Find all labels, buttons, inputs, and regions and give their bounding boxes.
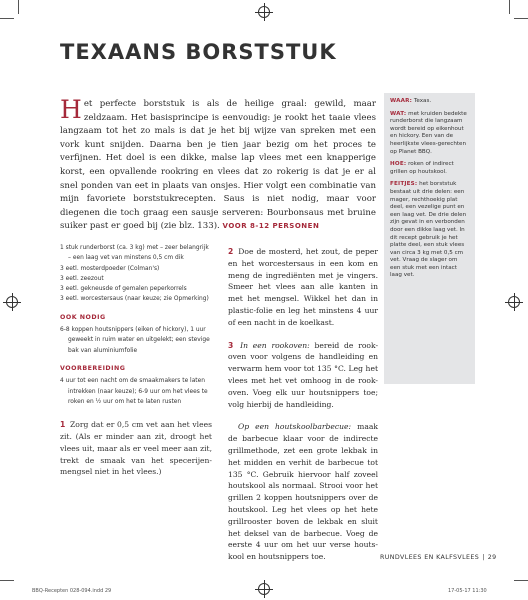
step-number: 1 <box>60 420 66 430</box>
feitjes-text: het borststuk bestaat uit drie delen: een mager, rechthoekig plat deel, een vezelige punt en een laag vet. De drie delen zijn gevat in en verbonden door een dikke laag vet. In dit recept gebruik je het platte deel, een stuk vlees van circa 3 kg met 0,5 cm vet. Vraag de slager om een stuk met een intact laag vet. <box>390 181 467 279</box>
step-text: bereid de rook-oven voor volgens de handleiding en verwarm hem voor tot 135 °C. Leg het vlees met het vet omhoog in de rook-oven. Voeg elk uur houtsnippers toe; volg hierbij de handleiding. <box>228 340 379 409</box>
crop-mark <box>18 0 19 14</box>
step-3-alt <box>228 421 378 563</box>
page-number: 29 <box>487 554 497 561</box>
drop-cap: H <box>60 95 82 124</box>
registration-mark-right <box>508 296 520 308</box>
ingredient-item: 3 eetl. zeezout <box>60 275 104 282</box>
ingredient-item: 1 stuk runderborst (ca. 3 kg) met – zeer belangrijk – een laag vet van minstens 0,5 cm dik <box>60 245 209 262</box>
waar-text: Texas. <box>413 98 432 104</box>
crop-mark <box>0 18 14 19</box>
step-text: maak de barbecue klaar voor de indirecte grillmethode, zet een grote lekbak in het midden en verhit de barbecue tot 135 °C. Gebruik hiervoor half zoveel houtskool als normaal. Strooi voor het grillen 2 koppen houtsnippers over de houtskool. Leg het vlees op het hete grillrooster boven de lekbak en sluit het deksel van de barbecue. Voeg de eerste 4 uur om het uur verse houts-kool en houtsnippers toe. <box>228 422 378 562</box>
ingredient-item: 3 eetl. gekneusde of gemalen peperkorrels <box>60 286 187 293</box>
footer-separator: | <box>482 554 485 561</box>
crop-mark <box>514 580 528 581</box>
sidebar-hoe <box>390 161 469 176</box>
wat-label: WAT: <box>390 110 407 117</box>
crop-mark <box>509 0 510 14</box>
step-number: 2 <box>228 247 234 256</box>
right-column <box>228 246 378 574</box>
recipe-title: TEXAANS BORSTSTUK <box>60 40 337 64</box>
sidebar-wat <box>390 111 469 157</box>
ook-nodig-heading: OOK NODIG <box>60 313 106 321</box>
step-3 <box>228 340 378 411</box>
registration-mark-top <box>258 6 270 18</box>
registration-mark-bottom <box>258 583 270 595</box>
page-footer <box>380 554 497 561</box>
wat-text: met kruiden bedekte runderborst die langzaam wordt bereid op eikenhout en hickory. Een van de heerlijkste vlees-gerechten op Planet BBQ. <box>390 110 467 155</box>
voorbereiding-heading: VOORBEREIDING <box>60 364 126 372</box>
left-column <box>60 243 212 478</box>
sidebar-feitjes <box>390 181 469 280</box>
voorbereiding-text: 4 uur tot een nacht om de smaakmakers te laten intrekken (naar keuze); 6-9 uur om het vlees te roken en ½ uur om het te laten rusten <box>60 378 208 405</box>
sidebar-waar <box>390 98 469 106</box>
servings-label: VOOR 8-12 PERSONEN <box>222 222 320 231</box>
intro-paragraph <box>60 95 376 234</box>
feitjes-label: FEITJES: <box>390 181 418 188</box>
ingredient-item: 3 eetl. mosterdpoeder (Colman's) <box>60 265 160 272</box>
print-slug-file: BBQ-Recepten 028-094.indd 29 <box>32 588 112 594</box>
ook-nodig-text: 6-8 koppen houtsnippers (eiken of hickory), 1 uur geweekt in ruim water en uitgelekt; een stevige bak van aluminiumfolie <box>60 327 210 354</box>
step-2 <box>228 246 378 329</box>
ingredient-item: 3 eetl. worcestersaus (naar keuze; zie Opmerking) <box>60 296 209 303</box>
step-lead: In een rookoven: <box>240 340 310 350</box>
step-number: 3 <box>228 340 234 350</box>
intro-text: et perfecte borststuk is als de heilige graal: gewild, maar zeldzaam. Het basisprincipe is eenvoudig: je rookt het taaie vlees langzaam tot het zo mals is dat je het bij wijze van spreken met een vork kunt snijden. Daarna ben je tien jaar bezig om het proces te verfijnen. Het doel is een dikke, malse lap vlees met een knapperige korst, een opvallende rookring en vlees dat zo rokerig is dat je er al snel ponden van eet in plaats van onsjes. Hier volgt een combinatie van mijn favoriete borststukrecepten. Saus is niet nodig, maar voor diegenen die toch graag een sausje serveren: Bourbonsaus met bruine suiker past er goed bij (zie blz. 133). <box>60 99 376 232</box>
step-text: Zorg dat er 0,5 cm vet aan het vlees zit. (Als er minder aan zit, droogt het vlees uit, maar als er veel meer aan zit, trekt de smaak van het specerijen-mengsel niet in het vlees.) <box>60 420 212 477</box>
crop-mark <box>514 18 528 19</box>
step-text: Doe de mosterd, het zout, de peper en het worcestersaus in een kom en meng de ingrediënten met je vingers. Smeer het vlees aan alle kanten in met het mengsel. Wikkel het dan in plastic-folie en leg het minstens 4 uur of een nacht in de koelkast. <box>228 247 378 327</box>
hoe-label: HOE: <box>390 161 407 168</box>
hoe-text: roken of indirect grillen op houtskool. <box>390 161 454 175</box>
waar-label: WAAR: <box>390 98 413 104</box>
footer-section: RUNDVLEES EN KALFSVLEES <box>380 554 480 561</box>
registration-mark-left <box>6 296 18 308</box>
step-lead: Op een houtskoolbarbecue: <box>238 422 352 432</box>
print-slug-date: 17-05-17 11:30 <box>448 588 487 594</box>
crop-mark <box>0 580 14 581</box>
step-1 <box>60 419 212 478</box>
sidebar-info-box <box>384 93 475 384</box>
